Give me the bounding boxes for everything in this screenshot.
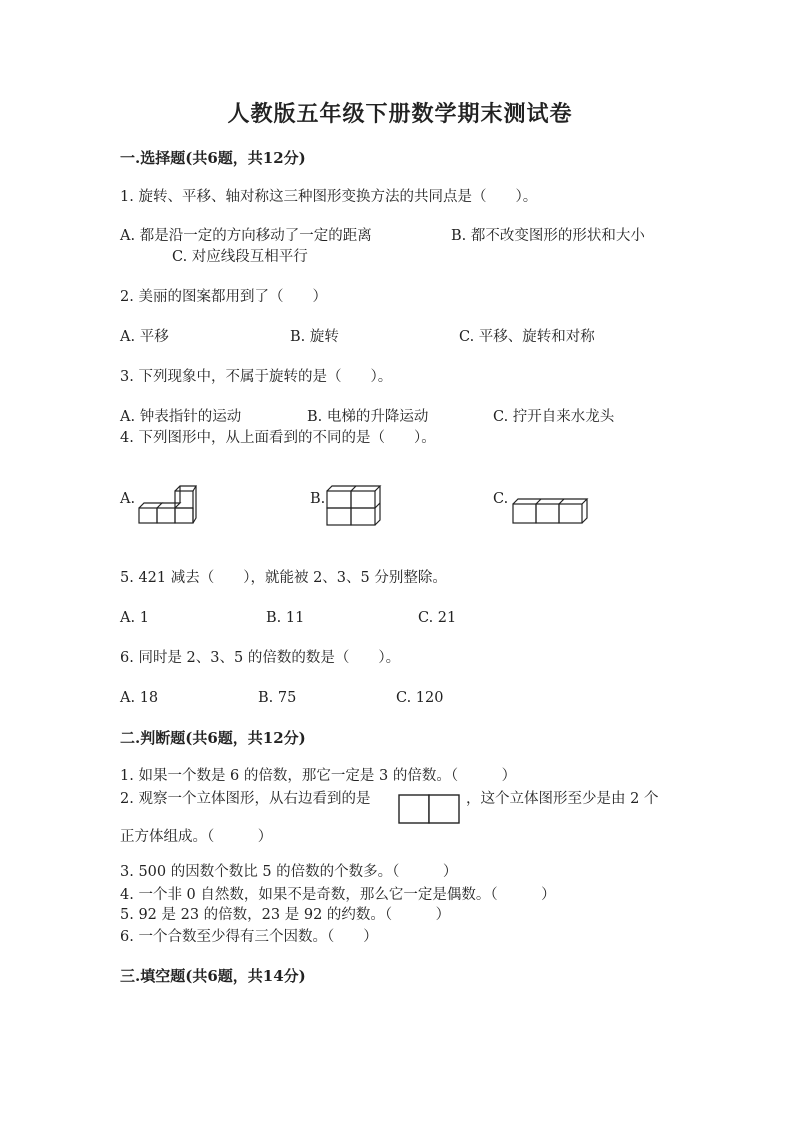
option-1-5-a: A. 1 [120,610,149,626]
question-1-1: 1. 旋转、平移、轴对称这三种图形变换方法的共同点是（ ）。 [120,189,538,205]
question-1-6: 6. 同时是 2、3、5 的倍数的数是（ ）。 [120,650,401,666]
section-heading-judgment: 二.判断题(共6题，共12分) [120,729,306,747]
judgment-3: 3. 500 的因数个数比 5 的倍数的个数多。（ ） [120,864,458,880]
figure-option-a [136,483,198,525]
option-1-5-b: B. 11 [266,610,305,626]
judgment-5: 5. 92 是 23 的倍数，23 是 92 的约数。（ ） [120,907,451,923]
option-1-4-c: C. [493,491,509,507]
option-1-1-a: A. 都是沿一定的方向移动了一定的距离 [120,228,372,244]
question-1-4: 4. 下列图形中，从上面看到的不同的是（ ）。 [120,430,436,446]
section-heading-fill: 三.填空题(共6题，共14分) [120,967,306,985]
option-1-3-b: B. 电梯的升降运动 [307,409,429,425]
option-1-3-a: A. 钟表指针的运动 [120,409,242,425]
judgment-2-part2: ，这个立体图形至少是由 2 个 [466,791,659,807]
judgment-4: 4. 一个非 0 自然数，如果不是奇数，那么它一定是偶数。（ ） [120,887,556,903]
question-1-3: 3. 下列现象中，不属于旋转的是（ ）。 [120,369,393,385]
figure-option-c [510,496,595,526]
option-1-2-b: B. 旋转 [290,329,339,345]
judgment-2-part3: 正方体组成。（ ） [120,829,273,845]
option-1-3-c: C. 拧开自来水龙头 [493,409,615,425]
option-1-6-c: C. 120 [396,690,444,706]
option-1-2-c: C. 平移、旋转和对称 [459,329,595,345]
option-1-1-c: C. 对应线段互相平行 [172,249,308,265]
option-1-6-a: A. 18 [120,690,159,706]
section-heading-choice: 一.选择题(共6题，共12分) [120,149,306,167]
option-1-4-b: B. [310,491,326,507]
judgment-6: 6. 一个合数至少得有三个因数。（ ） [120,929,378,945]
question-1-2: 2. 美丽的图案都用到了（ ） [120,289,327,305]
option-1-5-c: C. 21 [418,610,457,626]
question-1-5: 5. 421 减去（ ），就能被 2、3、5 分别整除。 [120,570,447,586]
option-1-2-a: A. 平移 [120,329,169,345]
option-1-4-a: A. [120,491,136,507]
figure-side-view [398,794,460,824]
option-1-6-b: B. 75 [258,690,297,706]
option-1-1-b: B. 都不改变图形的形状和大小 [451,228,645,244]
judgment-1: 1. 如果一个数是 6 的倍数，那它一定是 3 的倍数。（ ） [120,768,517,784]
judgment-2-part1: 2. 观察一个立体图形，从右边看到的是 [120,791,371,807]
figure-option-b [324,483,382,528]
page-title: 人教版五年级下册数学期末测试卷 [227,101,573,127]
